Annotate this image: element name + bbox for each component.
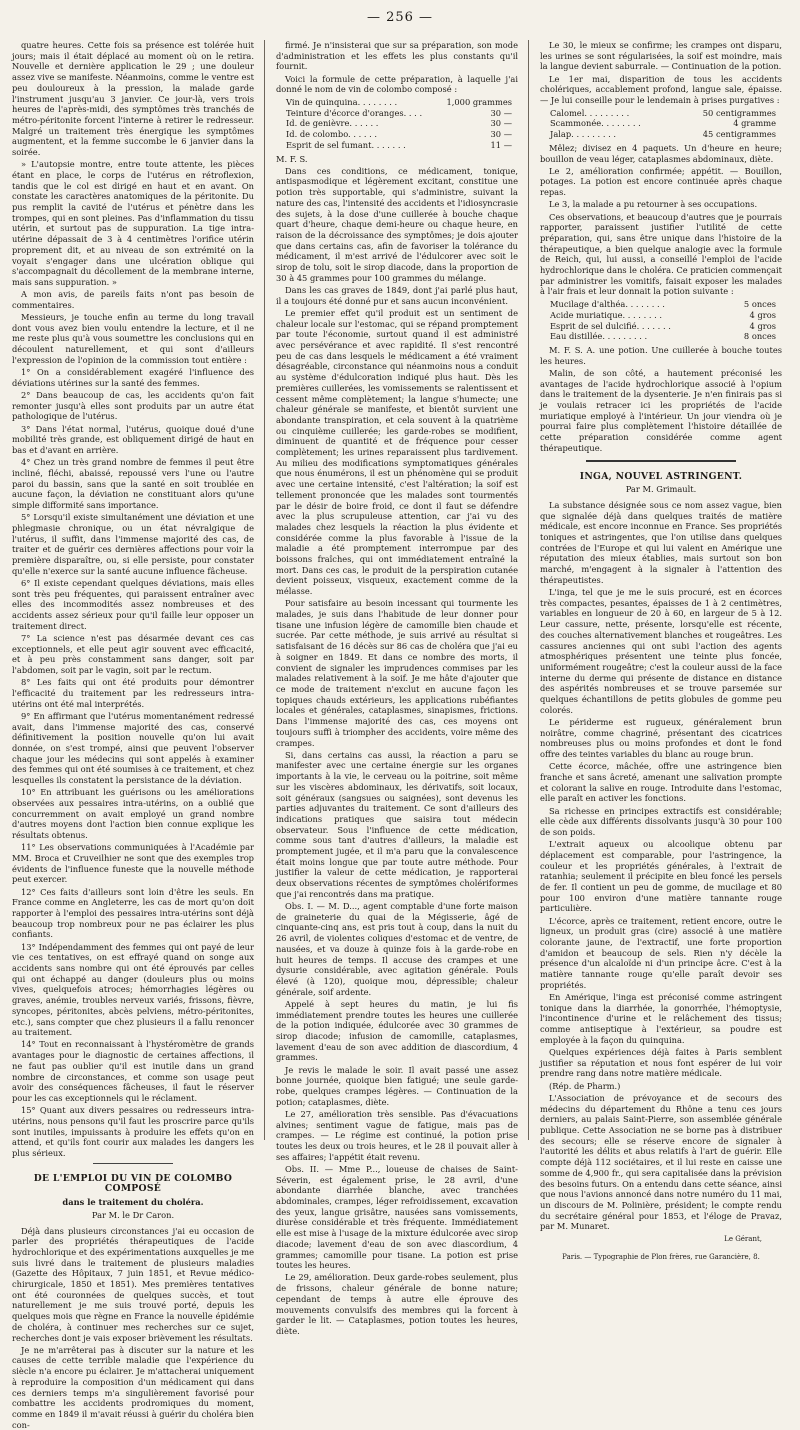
paragraph: Le premier effet qu'il produit est un sentiment de chaleur locale sur l'estomac, qui se répand promptement par toute l'économie, surtout quand il est administré avec persévérance et avec rapidité. Il s'est rencontré peu de cas dans lesquels le médicament a été vraiment désagréable, circonstance qui néanmoins nous a conduit au système d'édulcoration indiqué plus haut. Dès les premières cuillerées, les vomissements se ralentissent et cessent même complètement; la langue s'humecte; une chaleur générale se manifeste, et bientôt survient une abondante transpiration, et cela souvent à la quatrième ou cinquième cuillerée; les garde-robes se modifient, diminuent de quantité et de fréquence pour cesser complètement; les urines reparaissent plus tardivement. Au milieu des modifications symptomatiques générales que nous énumérons, il est un phénomène qui se produit avec une certaine intensité, c'est l'altération; la soif est tellement prononcée que les malades sont tourmentés par le désir de boire froid, ce dont il faut se défendre avec la plus scrupuleuse attention, car j'ai vu des malades chez lesquels la réaction la plus évidente et considérée comme la plus favorable à l'issue de la maladie a été promptement interrompue par des boissons fraîches, qui ont immédiatement entraîné la mort. Dans ces cas, le produit de la perspiration cutanée devient poisseux, visqueux, exactement comme de la mélasse. [276, 307, 518, 597]
formula-row [550, 118, 782, 129]
ingredient-quantity: 45 centigrammes [702, 129, 776, 140]
signature: Le Gérant, [724, 1234, 762, 1243]
section-author-inga: Par M. Grimault. [625, 484, 697, 495]
paragraph: Dans les cas graves de 1849, dont j'ai parlé plus haut, il a toujours été donné pur et sans aucun inconvénient. [276, 284, 518, 306]
imprint: Paris. — Typographie de Plon frères, rue Garancière, 8. [562, 1253, 760, 1262]
paragraph: Le 3, la malade a pu retourner à ses occupations. [549, 199, 758, 210]
paragraph: Ces observations, et beaucoup d'autres que je pourrais rapporter, paraissent justifier l'utilité de cette préparation, qui, sans être unique dans l'histoire de la thérapeutique, a bien quelque analogie avec la formule de Reich, qui, lui aussi, a conseillé l'emploi de l'acide hydrochlorique dans le choléra. Ce praticien commençait par administrer les vomitifs, faisait exposer les malades à l'air frais et leur donnait la potion suivante : [540, 211, 782, 297]
formula-end: M. F. S. [276, 153, 308, 164]
paragraph: 6° Il existe cependant quelques déviations, mais elles sont très peu fréquentes, qui paraissent entraîner avec elles des incommodités assez nombreuses et des accidents assez sérieux pour qu'il faille leur opposer un traitement direct. [12, 577, 254, 631]
paragraph: 5° Lorsqu'il existe simultanément une déviation et une phlegmasie chronique, ou un état névralgique de l'utérus, il suffit, dans l'immense majorité des cas, de traiter et de guérir ces dernières affections pour voir la première disparaître, ou, si elle persiste, pour constater qu'elle n'exerce sur la santé aucune influence fâcheuse. [12, 512, 254, 576]
paragraph: Dans ces conditions, ce médicament, tonique, antispasmodique et légèrement excitant, constitue une potion très supportable, qui s'administre, suivant la nature des cas, l'intensité des accidents et l'idiosyncrasie des sujets, à la dose d'une cuillerée à bouche chaque quart d'heure, chaque demi-heure ou chaque heure, en raison de la décroissance des symptômes; je dois ajouter que dans certains cas, afin de favoriser la tolérance du médicament, il m'est arrivé de l'édulcorer avec soit le sirop de tolu, soit le sirop diacode, dans la proportion de 30 à 45 grammes pour 100 grammes du mélange. [276, 165, 518, 283]
paragraph: » L'autopsie montre, entre toute attente, les pièces étant en place, le corps de l'utérus en rétroflexion, tandis que le col est dirigé en haut et en avant. On constate les caractères anatomiques de la péritonite. Du pus remplit la cavité de l'utérus et pénètre dans les trompes, qui en sont pleines. Pas d'inflammation du tissu utérin, et surtout pas de suppuration. La tige intra-utérine dépassait de 3 à 4 centimètres l'orifice utérin proprement dit, et au niveau de son extrémité on la voyait s'engager dans une ulcération oblique qui s'accompagnait du décollement de la membrane interne, mais sans suppuration. » [12, 159, 254, 287]
paragraph: M. F. S. A. une potion. Une cuillerée à bouche toutes les heures. [540, 344, 782, 366]
paragraph: L'inga, tel que je me le suis procuré, est en écorces très compactes, pesantes, épaisses de 1 à 2 centimètres, variables en longueur de 20 à 60, en largeur de 5 à 12. Leur cassure, nette, présente, lorsqu'elle est récente, des couches alternativement blanches et rougeâtres. Les cassures anciennes qui ont subi l'action des agents atmosphériques présentent une teinte plus foncée, uniformément rougeâtre; c'est la couleur aussi de la face interne du derme qui présente de distance en distance des aspérités nombreuses et se trouve parsemée sur quelques échantillons de petits globules de gomme peu colorés. [540, 587, 782, 715]
formula-row [550, 299, 782, 310]
paragraph: 11° Les observations communiquées à l'Académie par MM. Broca et Cruveilhier ne sont que des exemples trop évidents de l'influence funeste que la nouvelle méthode peut exercer. [12, 842, 254, 885]
ingredient-quantity: 8 onces [743, 331, 776, 342]
middle-body [276, 40, 518, 95]
paragraph: La substance désignée sous ce nom assez vague, bien que signalée déjà dans quelques traités de matière médicale, est encore inconnue en France. Ses propriétés toniques et astringentes, que l'on utilise dans quelques contrées de l'Europe et qui lui valent en Amérique une réputation des mieux établies, mais surtout son bon marché, m'engagent à la signaler à l'attention des thérapeutistes. [540, 499, 782, 585]
paragraph: 7° La science n'est pas désarmée devant ces cas exceptionnels, et elle peut agir souvent avec efficacité, et à peu près constamment sans danger, soit par l'abdomen, soit par le vagin, soit par le rectum. [12, 632, 254, 676]
paragraph: 12° Ces faits d'ailleurs sont loin d'être les seuls. En France comme en Angleterre, les cas de mort qu'on doit rapporter à l'emploi des pessaires intra-utérins sont déjà beaucoup trop nombreux pour ne pas éclairer les plus confiants. [12, 886, 254, 940]
paragraph: Obs. I. — M. D..., agent comptable d'une forte maison de graineterie du quai de la Mégisserie, âgé de cinquante-cinq ans, est pris tout à coup, dans la nuit du 26 avril, de violentes coliques d'estomac et de ventre, de nausées, et va douze à quinze fois à la garde-robe en huit heures de temps. Il accuse des crampes et une dysurie considérable, avec agitation générale. Pouls élevé (à 120), quoique mou, dépressible; chaleur générale, soif ardente. [276, 901, 518, 997]
paragraph: Messieurs, je touche enfin au terme du long travail dont vous avez bien voulu entendre la lecture, et il ne me reste plus qu'à vous soumettre les conclusions qui en découlent naturellement, et qui sont d'ailleurs l'expression de l'opinion de la commission tout entière : [12, 312, 254, 365]
paragraph: 1° On a considérablement exagéré l'influence des déviations utérines sur la santé des femmes. [12, 367, 254, 388]
column-left [12, 40, 254, 1430]
ingredient-quantity: 4 gros [749, 320, 776, 331]
ingredient-quantity: 50 centigrammes [702, 107, 776, 118]
ingredient-name: Calomel. . . . . . . . . [550, 107, 630, 118]
ingredient-name: Esprit de sel dulcifié. . . . . . . [550, 320, 671, 331]
section-title-inga: INGA, NOUVEL ASTRINGENT. [579, 470, 743, 482]
formula-row [286, 97, 518, 108]
left-body [12, 40, 254, 1159]
paragraph: firmé. Je n'insisterai que sur sa préparation, son mode d'administration et les effets les plus constants qu'il fournit. [276, 40, 518, 72]
paragraph: Le 29, amélioration. Deux garde-robes seulement, plus de frissons, chaleur générale de bonne nature; cependant de temps à autre elle éprouve des mouvements convulsifs des membres qui la forcent à garder le lit. — Cataplasmes, potion toutes les heures, diète. [276, 1272, 518, 1336]
paragraph: Malin, de son côté, a hautement préconisé les avantages de l'acide hydrochlorique associé à l'opium dans le traitement de la dysenterie. Je n'en finirais pas si je voulais retracer ici les propriétés de l'acide muriatique employé à l'intérieur. Un jour viendra où je pourrai faire plus complètement l'histoire détaillée de cette préparation considérée comme agent thérapeutique. [540, 367, 782, 453]
paragraph: Déjà dans plusieurs circonstances j'ai eu occasion de parler des propriétés thérapeutiques de l'acide hydrochlorique et des expérimentations auxquelles je me suis livré dans le traitement de plusieurs maladies (Gazette des Hôpitaux, 7 juin 1851, et Revue médico-chirurgicale, 1850 et 1851). Mes premières tentatives ont été couronnées de quelques succès, et tout naturellement je me suis trouvé porté, depuis les quelques mois que règne en France la nouvelle épidémie de choléra, à continuer mes recherches sur ce sujet, recherches dont je vais exposer brièvement les résultats. [12, 1225, 254, 1343]
paragraph: 13° Indépendamment des femmes qui ont payé de leur vie ces tentatives, on est effrayé quand on songe aux accidents sans nombre qui ont été éprouvés par celles qui ont échappé au danger (douleurs plus ou moins vives, quelquefois atroces; hémorrhagies légères ou graves, anémie, troubles nerveux variés, frissons, fièvre, syncopes, péritonites, abcès pelviens, métro-péritonites, etc.), sans compter que chez plusieurs il a fallu renoncer au traitement. [12, 941, 254, 1038]
paragraph: Sa richesse en principes extractifs est considérable; elle cède aux différents dissolvants jusqu'à 30 pour 100 de son poids. [540, 805, 782, 838]
paragraph: L'Association de prévoyance et de secours des médecins du département du Rhône a tenu ces jours derniers, au palais Saint-Pierre, son assemblée générale publique. Cette Association ne se borne pas à distribuer des secours; elle se réserve encore de signaler à l'autorité les délits et abus relatifs à l'art de guérir. Elle compte déjà 112 sociétaires, et il lui reste en caisse une somme de 4,900 fr., qui sera capitalisée dans la prévision des besoins futurs. On a entendu dans cette séance, ainsi que nous l'avions annoncé dans notre numéro du 11 mai, un discours de M. Polinière, président; le compte rendu du secrétaire général pour 1853, et l'éloge de Pravaz, par M. Munaret. [540, 1092, 782, 1232]
right-body-4 [540, 500, 782, 1232]
paragraph: Quelques expériences déjà faites à Paris semblent justifier sa réputation et nous font espérer de lui voir prendre rang dans notre matière médicale. [540, 1047, 782, 1079]
ingredient-quantity: 4 gramme [733, 118, 776, 129]
formula-row [286, 118, 518, 129]
ingredient-name: Acide muriatique. . . . . . . . [550, 309, 663, 320]
paragraph: 14° Tout en reconnaissant à l'hystéromètre de grands avantages pour le diagnostic de certaines affections, il ne faut pas oublier qu'il est inutile dans un grand nombre de circonstances, et comme son usage peut avoir des conséquences fâcheuses, il faut le réserver pour les cas exceptionnels qui le réclament. [12, 1039, 254, 1103]
section-author: Par M. le Dr Caron. [91, 1209, 175, 1220]
paragraph: Voici la formule de cette préparation, à laquelle j'ai donné le nom de vin de colombo composé : [276, 73, 518, 95]
paragraph: Je revis le malade le soir. Il avait passé une assez bonne journée, quoique bien fatigué; une seule garde-robe, quelques crampes légères. — Continuation de la potion; cataplasmes, diète. [276, 1064, 518, 1107]
paragraph: 4° Chez un très grand nombre de femmes il peut être incliné, fléchi, abaissé, repoussé vers l'une ou l'autre paroi du bassin, sans que la santé en soit troublée en aucune façon, la déviation ne constituant alors qu'une simple difformité sans importance. [12, 457, 254, 511]
ingredient-name: Id. de colombo. . . . . . [286, 129, 378, 140]
column-rule [264, 40, 265, 1140]
paragraph: Le 2, amélioration confirmée; appétit. — Bouillon, potages. La potion est encore continuée après chaque repas. [540, 165, 782, 198]
paragraph: L'extrait aqueux ou alcoolique obtenu par déplacement est comparable, pour l'astringence, la couleur et les propriétés générales, à l'extrait de ratanhia; seulement il précipite en bleu foncé les persels de fer. Il contient un peu de gomme, de mucilage et 80 pour 100 environ d'une matière tannante rouge particulière. [540, 839, 782, 914]
paragraph: Mêlez; divisez en 4 paquets. Un d'heure en heure; bouillon de veau léger, cataplasmes abdominaux, diète. [540, 142, 782, 164]
formula-reich [550, 299, 782, 342]
paragraph: Le 27, amélioration très sensible. Pas d'évacuations alvines; sentiment vague de fatigue, mais pas de crampes. — Le régime est continué, la potion prise toutes les deux ou trois heures, et le 28 il pouvait aller à ses affaires; l'appétit était revenu. [276, 1108, 518, 1162]
ingredient-quantity: 1,000 grammes [446, 97, 512, 108]
paragraph: 8° Les faits qui ont été produits pour démontrer l'efficacité du traitement par les redresseurs intra-utérins ont été mal interprétés. [12, 677, 254, 709]
formula-row [286, 129, 518, 140]
ingredient-name: Vin de quinquina. . . . . . . . [286, 97, 398, 108]
ingredient-quantity: 4 gros [749, 309, 776, 320]
middle-body-2 [276, 166, 518, 1337]
ingredient-name: Id. de genièvre. . . . . . [286, 118, 379, 129]
formula-row [286, 108, 518, 119]
ingredient-name: Eau distillée. . . . . . . . . [550, 331, 648, 342]
paragraph: Cette écorce, mâchée, offre une astringence bien franche et sans âcreté, amenant une salivation prompte et colorant la salive en rouge. Introduite dans l'estomac, elle paraît en activer les fonctions. [540, 761, 782, 804]
ingredient-quantity: 11 — [490, 139, 512, 150]
formula-purgative [550, 108, 782, 140]
ingredient-name: Esprit de sel fumant. . . . . . . [286, 139, 406, 150]
paragraph: Appelé à sept heures du matin, je lui fis immédiatement prendre toutes les heures une cuillerée de la potion indiquée, édulcorée avec 30 grammes de sirop diacode; infusion de camomille, cataplasmes, lavement d'eau de son avec addition de diascordium, 4 grammes. [276, 998, 518, 1063]
formula-row [550, 331, 782, 342]
paragraph: 2° Dans beaucoup de cas, les accidents qu'on fait remonter jusqu'à elles sont produits par un autre état pathologique de l'utérus. [12, 390, 254, 422]
paragraph: (Rép. de Pharm.) [549, 1080, 621, 1091]
paragraph: Si, dans certains cas aussi, la réaction a paru se manifester avec une certaine énergie sur les organes importants à la vie, le cerveau ou la poitrine, soit même sur les viscères abdominaux, les dérivatifs, soit locaux, soit généraux (sangsues ou saignées), sont devenus les parties adjuvantes du traitement. Ce sont d'ailleurs des indications pratiques que saisira tout médecin observateur. Sous l'influence de cette médication, comme sous tant d'autres d'ailleurs, la maladie est promptement jugée, et il m'a paru que la convalescence était moins longue que par toute autre méthode. Pour justifier la valeur de cette médication, je rapporterai deux observations récentes de symptômes cholériformes que j'ai rencontrés dans ma pratique. [276, 749, 518, 899]
paragraph: L'écorce, après ce traitement, retient encore, outre le ligneux, un produit gras (cire) associé à une matière colorante jaune, de l'extractif, une forte proportion d'amidon et beaucoup de sels. Rien n'y décèle la présence d'un alcaloïde ni d'un principe âcre. C'est à la matière tannante rouge qu'elle paraît devoir ses propriétés. [540, 915, 782, 990]
paragraph: quatre heures. Cette fois sa présence est tolérée huit jours; mais il était déplacé au moment où on le retira. Nouvelle et dernière application le 29 ; une douleur assez vive se manifeste. Néanmoins, comme le ventre est peu douloureux à la pression, la malade garde l'instrument jusqu'au 3 janvier. Ce jour-là, vers trois heures de l'après-midi, des symptômes très tranchés de métro-péritonite forcent l'interne à retirer le redresseur. Malgré un traitement très énergique les symptômes augmentent, et la femme succombe le 6 janvier dans la soirée. [12, 40, 254, 158]
section-subtitle: dans le traitement du choléra. [62, 1197, 204, 1208]
ingredient-quantity: 30 — [490, 107, 512, 118]
paragraph: Le 1er mai, disparition de tous les accidents cholériques, accablement profond, langue sale, épaisse. — Je lui conseille pour le lendemain à prises purgatives : [540, 73, 782, 106]
formula-colombo [286, 97, 518, 151]
formula-row [550, 129, 782, 140]
paragraph: Le 30, le mieux se confirme; les crampes ont disparu, les urines se sont régularisées, la soif est moindre, mais la langue devient saburrale. — Continuation de la potion. [540, 40, 782, 72]
right-body [540, 40, 782, 106]
right-body-3 [540, 345, 782, 454]
paragraph: 10° En attribuant les guérisons ou les améliorations observées aux pessaires intra-utérins, on a oublié que concurremment on avait employé un grand nombre d'autres moyens dont l'action bien connue explique les résultats obtenus. [12, 787, 254, 841]
formula-row [550, 310, 782, 321]
paragraph: Obs. II. — Mme P..., loueuse de chaises de Saint-Séverin, est également prise, le 28 avril, d'une abondante diarrhée blanche, avec tranchées abdominales, crampes, léger refroidissement, excavation des yeux, langue grisâtre, nausées sans vomissements, diurèse considérable et très fréquente. Immédiatement elle est mise à l'usage de la mixture édulcorée avec sirop diacode; lavement d'eau de son avec diascordium, 4 grammes; camomille pour tisane. La potion est prise toutes les heures. [276, 1163, 518, 1271]
ingredient-name: Teinture d'écorce d'oranges. . . . [286, 107, 423, 118]
ingredient-name: Mucilage d'althéa. . . . . . . . [550, 299, 665, 310]
right-body-2 [540, 143, 782, 297]
paragraph: 15° Quant aux divers pessaires ou redresseurs intra-utérins, nous pensons qu'il faut les proscrire parce qu'ils sont inutiles, impuissants à produire les effets qu'on en attend, et qu'ils font courir aux malades les dangers les plus sérieux. [12, 1105, 254, 1159]
paragraph: Je ne m'arrêterai pas à discuter sur la nature et les causes de cette terrible maladie que l'expérience du siècle n'a encore pu éclairer. Je m'attacherai uniquement à reproduire la composition d'un médicament qui dans ces derniers temps m'a singulièrement favorisé pour combattre les accidents prodromiques du moment, comme en 1849 il m'avait réussi à guérir du choléra bien con- [12, 1344, 254, 1430]
ingredient-quantity: 30 — [490, 129, 512, 140]
paragraph: Pour satisfaire au besoin incessant qui tourmente les malades, je suis dans l'habitude de leur donner pour tisane une infusion légère de camomille bien chaude et sucrée. Par cette méthode, je suis arrivé au résultat si satisfaisant de 16 décès sur 86 cas de choléra que j'ai eu à soigner en 1849. Et dans ce nombre des morts, il convient de signaler les imprudences commises par les malades relativement à la soif. Je me hâte d'ajouter que ce mode de traitement n'exclut en aucune façon les topiques chauds extérieurs, les applications rubéfiantes locales et générales, cataplasmes, sinapismes, frictions. Dans l'immense majorité des cas, ces moyens ont toujours suffi à triompher des accidents, voire même des crampes. [276, 598, 518, 748]
formula-row [550, 321, 782, 332]
left-body-2 [12, 1226, 254, 1430]
paragraph: En Amérique, l'inga est préconisé comme astringent tonique dans la diarrhée, la gonorrhée, l'hémoptysie, l'incontinence d'urine et le relâchement des tissus; comme antiseptique à l'extérieur, sa poudre est employée à la façon du quinquina. [540, 992, 782, 1045]
ingredient-name: Jalap. . . . . . . . . [550, 129, 617, 140]
column-rule [528, 40, 529, 1140]
column-right [540, 40, 782, 1262]
paragraph: A mon avis, de pareils faits n'ont pas besoin de commentaires. [12, 289, 254, 310]
formula-row [286, 140, 518, 151]
ingredient-name: Scammonée. . . . . . . . [550, 118, 641, 129]
ingredient-quantity: 30 — [490, 118, 512, 129]
ingredient-quantity: 5 onces [743, 299, 776, 310]
paragraph: Le périderme est rugueux, généralement brun noirâtre, comme chagriné, présentant des cicatrices nombreuses plus ou moins profondes et dont le fond offre des teintes variables du blanc au rouge brun. [540, 716, 782, 760]
formula-row [550, 108, 782, 119]
section-divider [93, 1163, 173, 1164]
column-middle [276, 40, 518, 1336]
section-title: DE L'EMPLOI DU VIN DE COLOMBO COMPOSÉ [33, 1172, 233, 1195]
paragraph: 9° En affirmant que l'utérus momentanément redressé avait, dans l'immense majorité des cas, conservé définitivement la position nouvelle qu'on lui avait donnée, on s'est trompé, ainsi que peuvent l'observer chaque jour les médecins qui sont appelés à examiner des femmes qui ont été soumises à ce traitement, et chez lesquelles ils constatent la persistance de la déviation. [12, 710, 254, 786]
section-divider [586, 460, 736, 462]
page-number: — 256 — [366, 10, 434, 25]
paragraph: 3° Dans l'état normal, l'utérus, quoique doué d'une mobilité très grande, est obliquement dirigé de haut en bas et d'avant en arrière. [12, 423, 254, 456]
